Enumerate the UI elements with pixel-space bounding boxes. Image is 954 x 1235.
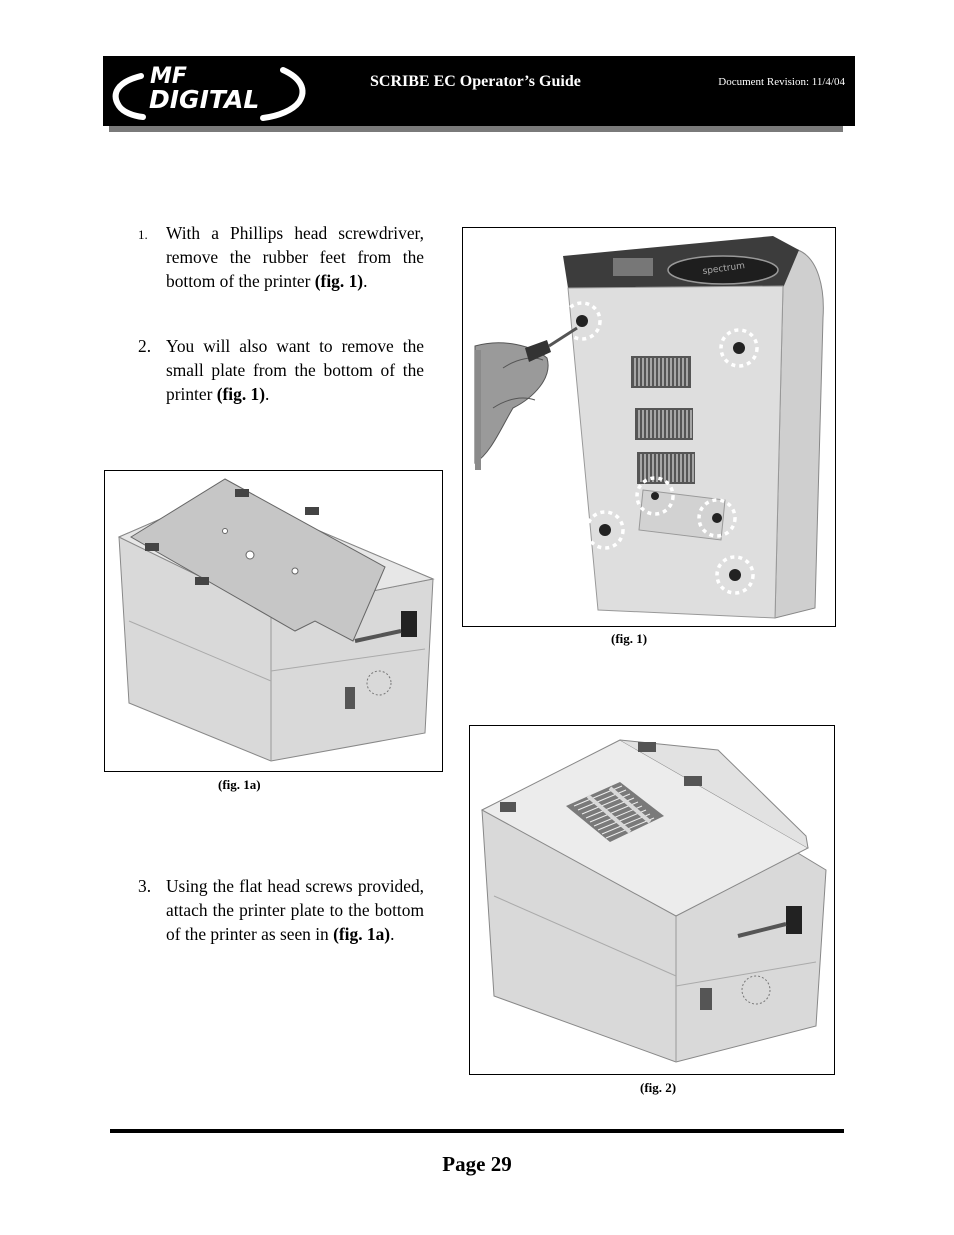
figure-1-photo: [462, 227, 836, 627]
step-number: 2.: [138, 336, 152, 356]
step-text: With a Phillips head screwdriver, remove the rubber feet from the bottom of the printer (fig. 1).: [166, 223, 424, 291]
figure-reference: (fig. 1): [216, 384, 265, 404]
document-title: SCRIBE EC Operator’s Guide: [370, 73, 581, 90]
step-number: 3.: [138, 876, 152, 896]
document-revision: Document Revision: 11/4/04: [718, 76, 845, 88]
footer-rule: [110, 1129, 844, 1133]
figure-2-caption: (fig. 2): [640, 1080, 677, 1095]
figure-1a-caption: (fig. 1a): [218, 777, 261, 792]
page-number: Page 29: [442, 1152, 512, 1176]
step-1: [138, 221, 424, 321]
step-2: [138, 334, 424, 409]
header-bar: [103, 56, 855, 126]
step-text: Using the flat head screws provided, attach the printer plate to the bottom of the printer as seen in (fig. 1a).: [166, 876, 424, 944]
figure-1-caption: (fig. 1): [611, 631, 648, 646]
step-text: You will also want to remove the small plate from the bottom of the printer (fig. 1).: [166, 336, 424, 404]
figure-2-photo: [469, 725, 835, 1075]
printer-brand-text: spectrum: [702, 261, 746, 277]
figure-1a-photo: [104, 470, 443, 772]
figure-reference: (fig. 1a): [333, 924, 391, 944]
logo-text-mf: MF: [150, 64, 187, 89]
figure-reference: (fig. 1): [314, 271, 364, 291]
logo-text-digital: DIGITAL: [149, 85, 260, 114]
step-number: 1.: [138, 227, 148, 242]
step-3: [138, 874, 424, 974]
mf-digital-logo: [103, 56, 309, 126]
